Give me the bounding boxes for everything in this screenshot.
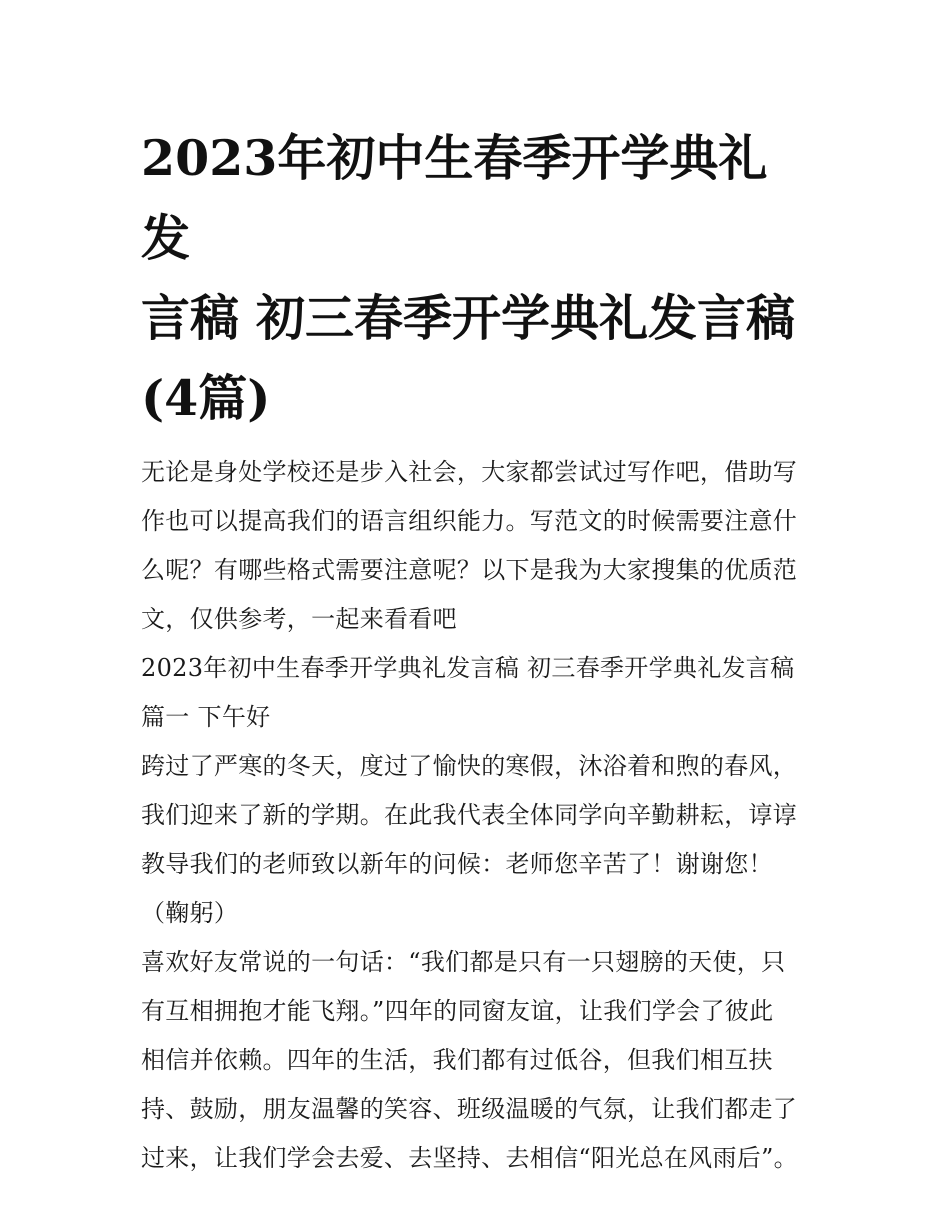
body-line-3: 教导我们的老师致以新年的问候：老师您辛苦了！谢谢您！ xyxy=(141,850,773,878)
section-heading: 篇一 下午好 xyxy=(141,703,271,731)
intro-line-4: 文，仅供参考，一起来看看吧 xyxy=(141,605,457,633)
intro-line-2: 作也可以提高我们的语言组织能力。写范文的时候需要注意什 xyxy=(141,507,798,535)
intro-line-3: 么呢？有哪些格式需要注意呢？以下是我为大家搜集的优质范 xyxy=(141,556,798,584)
body-line-5: 喜欢好友常说的一句话：“我们都是只有一只翅膀的天使，只 xyxy=(141,948,786,976)
body-text xyxy=(141,742,816,1183)
body-line-4: （鞠躬） xyxy=(141,899,239,927)
body-line-7: 相信并依赖。四年的生活，我们都有过低谷，但我们相互扶 xyxy=(141,1046,773,1074)
document-content xyxy=(141,118,816,1183)
document-title xyxy=(141,118,816,438)
body-line-1: 跨过了严寒的冬天，度过了愉快的寒假，沐浴着和煦的春风， xyxy=(141,752,798,780)
intro-paragraph xyxy=(141,448,816,644)
title-line-1: 2023年初中生春季开学典礼发 xyxy=(141,129,768,267)
body-line-2: 我们迎来了新的学期。在此我代表全体同学向辛勤耕耘，谆谆 xyxy=(141,801,798,829)
title-line-3: (4篇) xyxy=(141,369,271,427)
article-title: 2023年初中生春季开学典礼发言稿 初三春季开学典礼发言稿 xyxy=(141,654,795,682)
intro-line-1: 无论是身处学校还是步入社会，大家都尝试过写作吧，借助写 xyxy=(141,458,798,486)
body-line-6: 有互相拥抱才能飞翔。”四年的同窗友谊，让我们学会了彼此 xyxy=(141,997,774,1025)
body-line-9: 过来，让我们学会去爱、去坚持、去相信“阳光总在风雨后”。 xyxy=(141,1144,798,1172)
title-line-2: 言稿 初三春季开学典礼发言稿 xyxy=(141,289,796,347)
body-line-8: 持、鼓励，朋友温馨的笑容、班级温暖的气氛，让我们都走了 xyxy=(141,1095,798,1123)
